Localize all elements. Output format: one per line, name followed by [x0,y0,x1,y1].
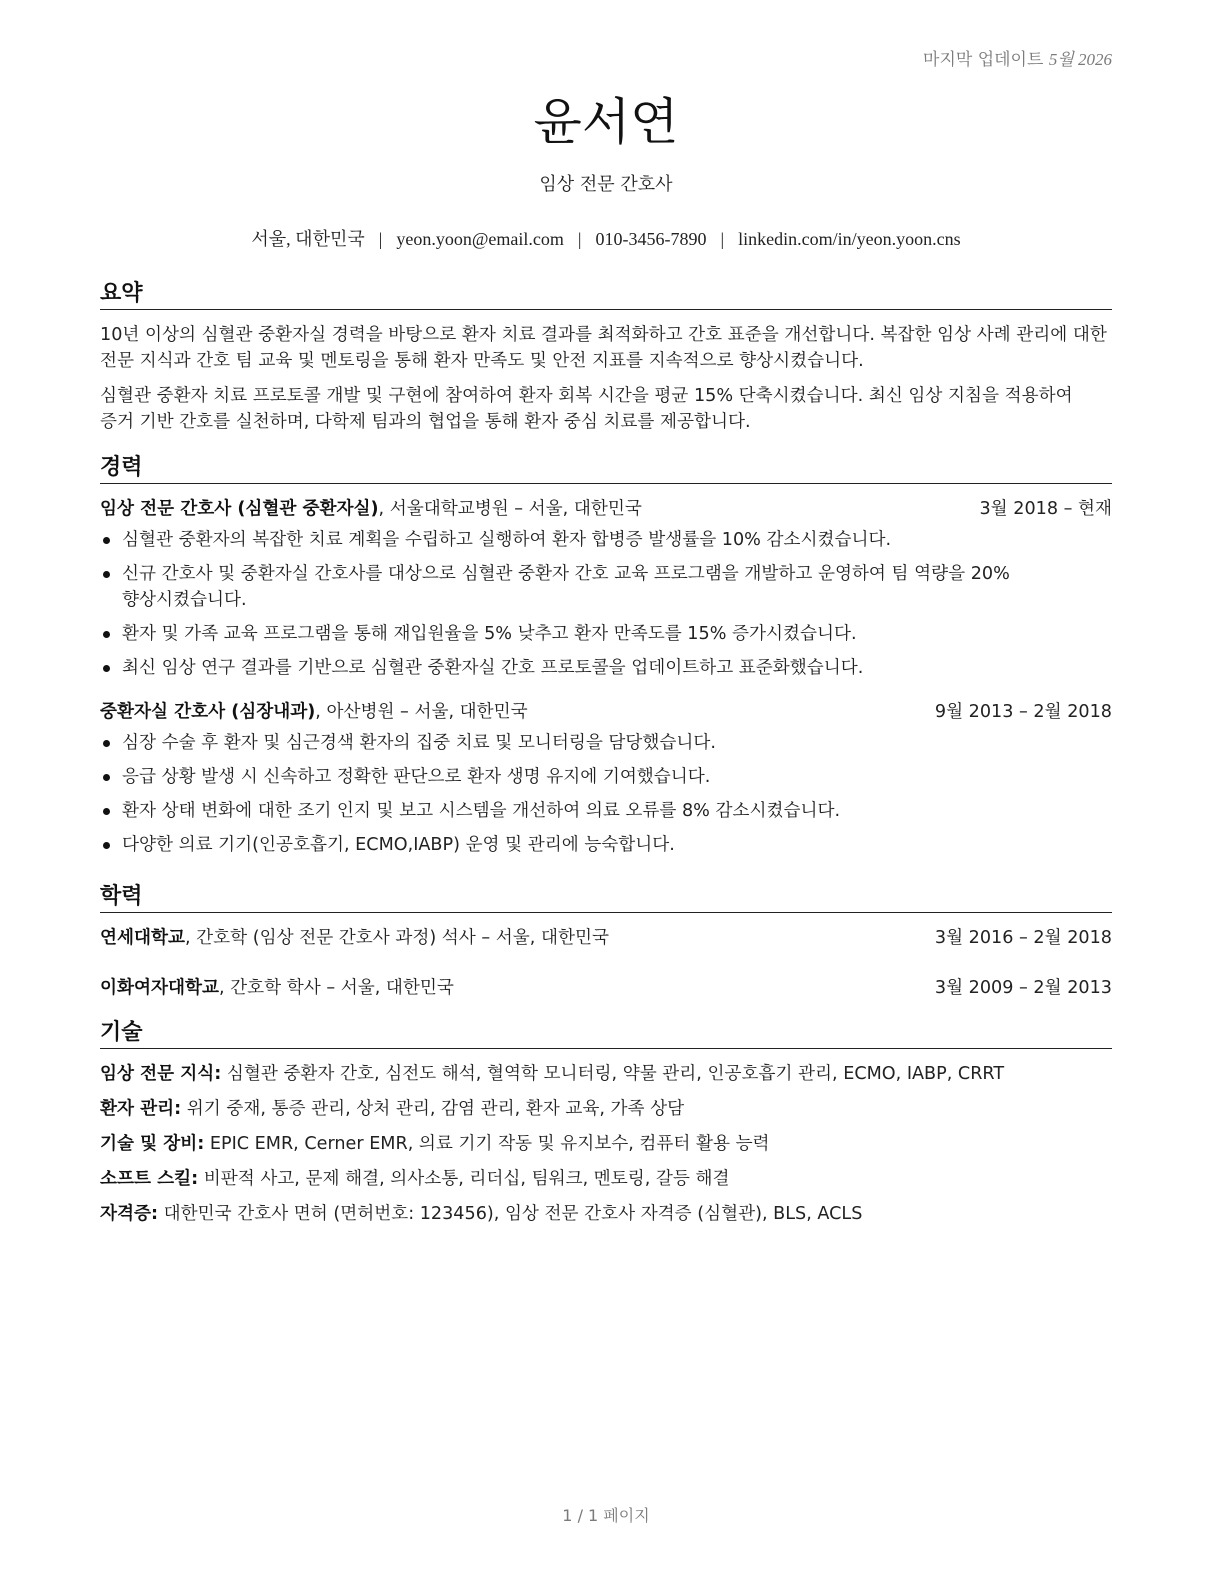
skill-label: 기술 및 장비: [100,1134,205,1154]
job-bullet: 심혈관 중환자의 복잡한 치료 계획을 수립하고 실행하여 환자 합병증 발생률을 10% 감소시켰습니다. [100,527,1112,553]
job-org: , 아산병원 – 서울, 대한민국 [315,702,528,722]
skill-value: 대한민국 간호사 면허 (면허번호: 123456), 임상 전문 간호사 자격증 (심혈관), BLS, ACLS [158,1204,863,1224]
contact-separator: | [577,229,582,249]
job-bullet: 응급 상황 발생 시 신속하고 정확한 판단으로 환자 생명 유지에 기여했습니다. [100,764,1112,790]
job-bullets [100,730,1112,858]
summary-heading: 요약 [100,276,1112,310]
skills-section [100,1015,1112,1236]
education-dates: 3월 2016 – 2월 2018 [934,928,1112,948]
education-heading: 학력 [100,879,1112,913]
skill-label: 자격증: [100,1204,159,1224]
contact-phone: 010-3456-7890 [595,229,707,249]
page-number: 1 / 1 페이지 [562,1506,650,1525]
job-role: 중환자실 간호사 (심장내과) [100,702,316,722]
summary-section [100,276,1112,444]
job-header [100,496,1112,522]
contact-location: 서울, 대한민국 [251,229,365,249]
contact-line [100,225,1112,251]
contact-email-link[interactable]: yeon.yoon@email.com [396,229,564,249]
experience-heading: 경력 [100,450,1112,484]
job-bullet: 심장 수술 후 환자 및 심근경색 환자의 집중 치료 및 모니터링을 담당했습니다. [100,730,1112,756]
skill-line [100,1131,1112,1157]
skill-value: EPIC EMR, Cerner EMR, 의료 기기 작동 및 유지보수, 컴퓨터 활용 능력 [204,1134,770,1154]
skill-label: 소프트 스킬: [100,1169,199,1189]
education-detail: , 간호학 (임상 전문 간호사 과정) 석사 – 서울, 대한민국 [184,928,609,948]
skill-line [100,1166,1112,1192]
resume-page [100,0,1112,1584]
skills-heading: 기술 [100,1015,1112,1049]
education-entry [100,975,1112,1001]
education-school: 연세대학교 [100,928,185,948]
job-entry [100,496,1112,681]
education-section [100,879,1112,1001]
job-bullet: 환자 및 가족 교육 프로그램을 통해 재입원율을 5% 낮추고 환자 만족도를 15% 증가시켰습니다. [100,621,1112,647]
candidate-name: 윤서연 [533,93,679,151]
job-bullet: 최신 임상 연구 결과를 기반으로 심혈관 중환자실 간호 프로토콜을 업데이트하고 표준화했습니다. [100,655,1112,681]
job-entry [100,699,1112,858]
job-dates: 9월 2013 – 2월 2018 [934,702,1112,722]
education-school: 이화여자대학교 [100,978,219,998]
skill-line [100,1201,1112,1227]
last-updated-label: 마지막 업데이트 [923,50,1044,70]
summary-paragraph: 심혈관 중환자 치료 프로토콜 개발 및 구현에 참여하여 환자 회복 시간을 평균 15% 단축시켰습니다. 최신 임상 지침을 적용하여 증거 기반 간호를 실천하며, 다학제 팀과의 협업을 통해 환자 중심 치료를 제공합니다. [100,386,1073,432]
skill-label: 임상 전문 지식: [100,1064,222,1084]
experience-section [100,450,1112,866]
skill-value: 심혈관 중환자 간호, 심전도 해석, 혈역학 모니터링, 약물 관리, 인공호흡기 관리, ECMO, IABP, CRRT [221,1064,1005,1084]
education-dates: 3월 2009 – 2월 2013 [934,978,1112,998]
job-bullets [100,527,1112,681]
education-detail: , 간호학 학사 – 서울, 대한민국 [218,978,454,998]
last-updated-date: 5월 2026 [1048,50,1112,69]
education-entry [100,925,1112,951]
skill-value: 위기 중재, 통증 관리, 상처 관리, 감염 관리, 환자 교육, 가족 상담 [181,1099,685,1119]
skill-value: 비판적 사고, 문제 해결, 의사소통, 리더십, 팀워크, 멘토링, 갈등 해결 [198,1169,730,1189]
skill-line [100,1061,1112,1087]
job-org: , 서울대학교병원 – 서울, 대한민국 [378,499,642,519]
contact-linkedin-link[interactable]: linkedin.com/in/yeon.yoon.cns [738,229,961,249]
job-bullet: 다양한 의료 기기(인공호흡기, ECMO,IABP) 운영 및 관리에 능숙합니다. [100,832,1112,858]
job-bullet: 신규 간호사 및 중환자실 간호사를 대상으로 심혈관 중환자 간호 교육 프로그램을 개발하고 운영하여 팀 역량을 20% 향상시켰습니다. [100,561,1112,613]
skill-label: 환자 관리: [100,1099,182,1119]
job-role: 임상 전문 간호사 (심혈관 중환자실) [100,499,379,519]
candidate-title: 임상 전문 간호사 [539,174,673,195]
job-dates: 3월 2018 – 현재 [979,499,1112,519]
job-header [100,699,1112,725]
last-updated [923,45,1112,70]
job-bullet: 환자 상태 변화에 대한 조기 인지 및 보고 시스템을 개선하여 의료 오류를 8% 감소시켰습니다. [100,798,1112,824]
contact-separator: | [720,229,725,249]
skill-line [100,1096,1112,1122]
summary-paragraph: 10년 이상의 심혈관 중환자실 경력을 바탕으로 환자 치료 결과를 최적화하고 간호 표준을 개선합니다. 복잡한 임상 사례 관리에 대한 전문 지식과 간호 팀 교육 및 멘토링을 통해 환자 만족도 및 안전 지표를 지속적으로 향상시켰습니다. [100,325,1107,371]
contact-separator: | [378,229,383,249]
